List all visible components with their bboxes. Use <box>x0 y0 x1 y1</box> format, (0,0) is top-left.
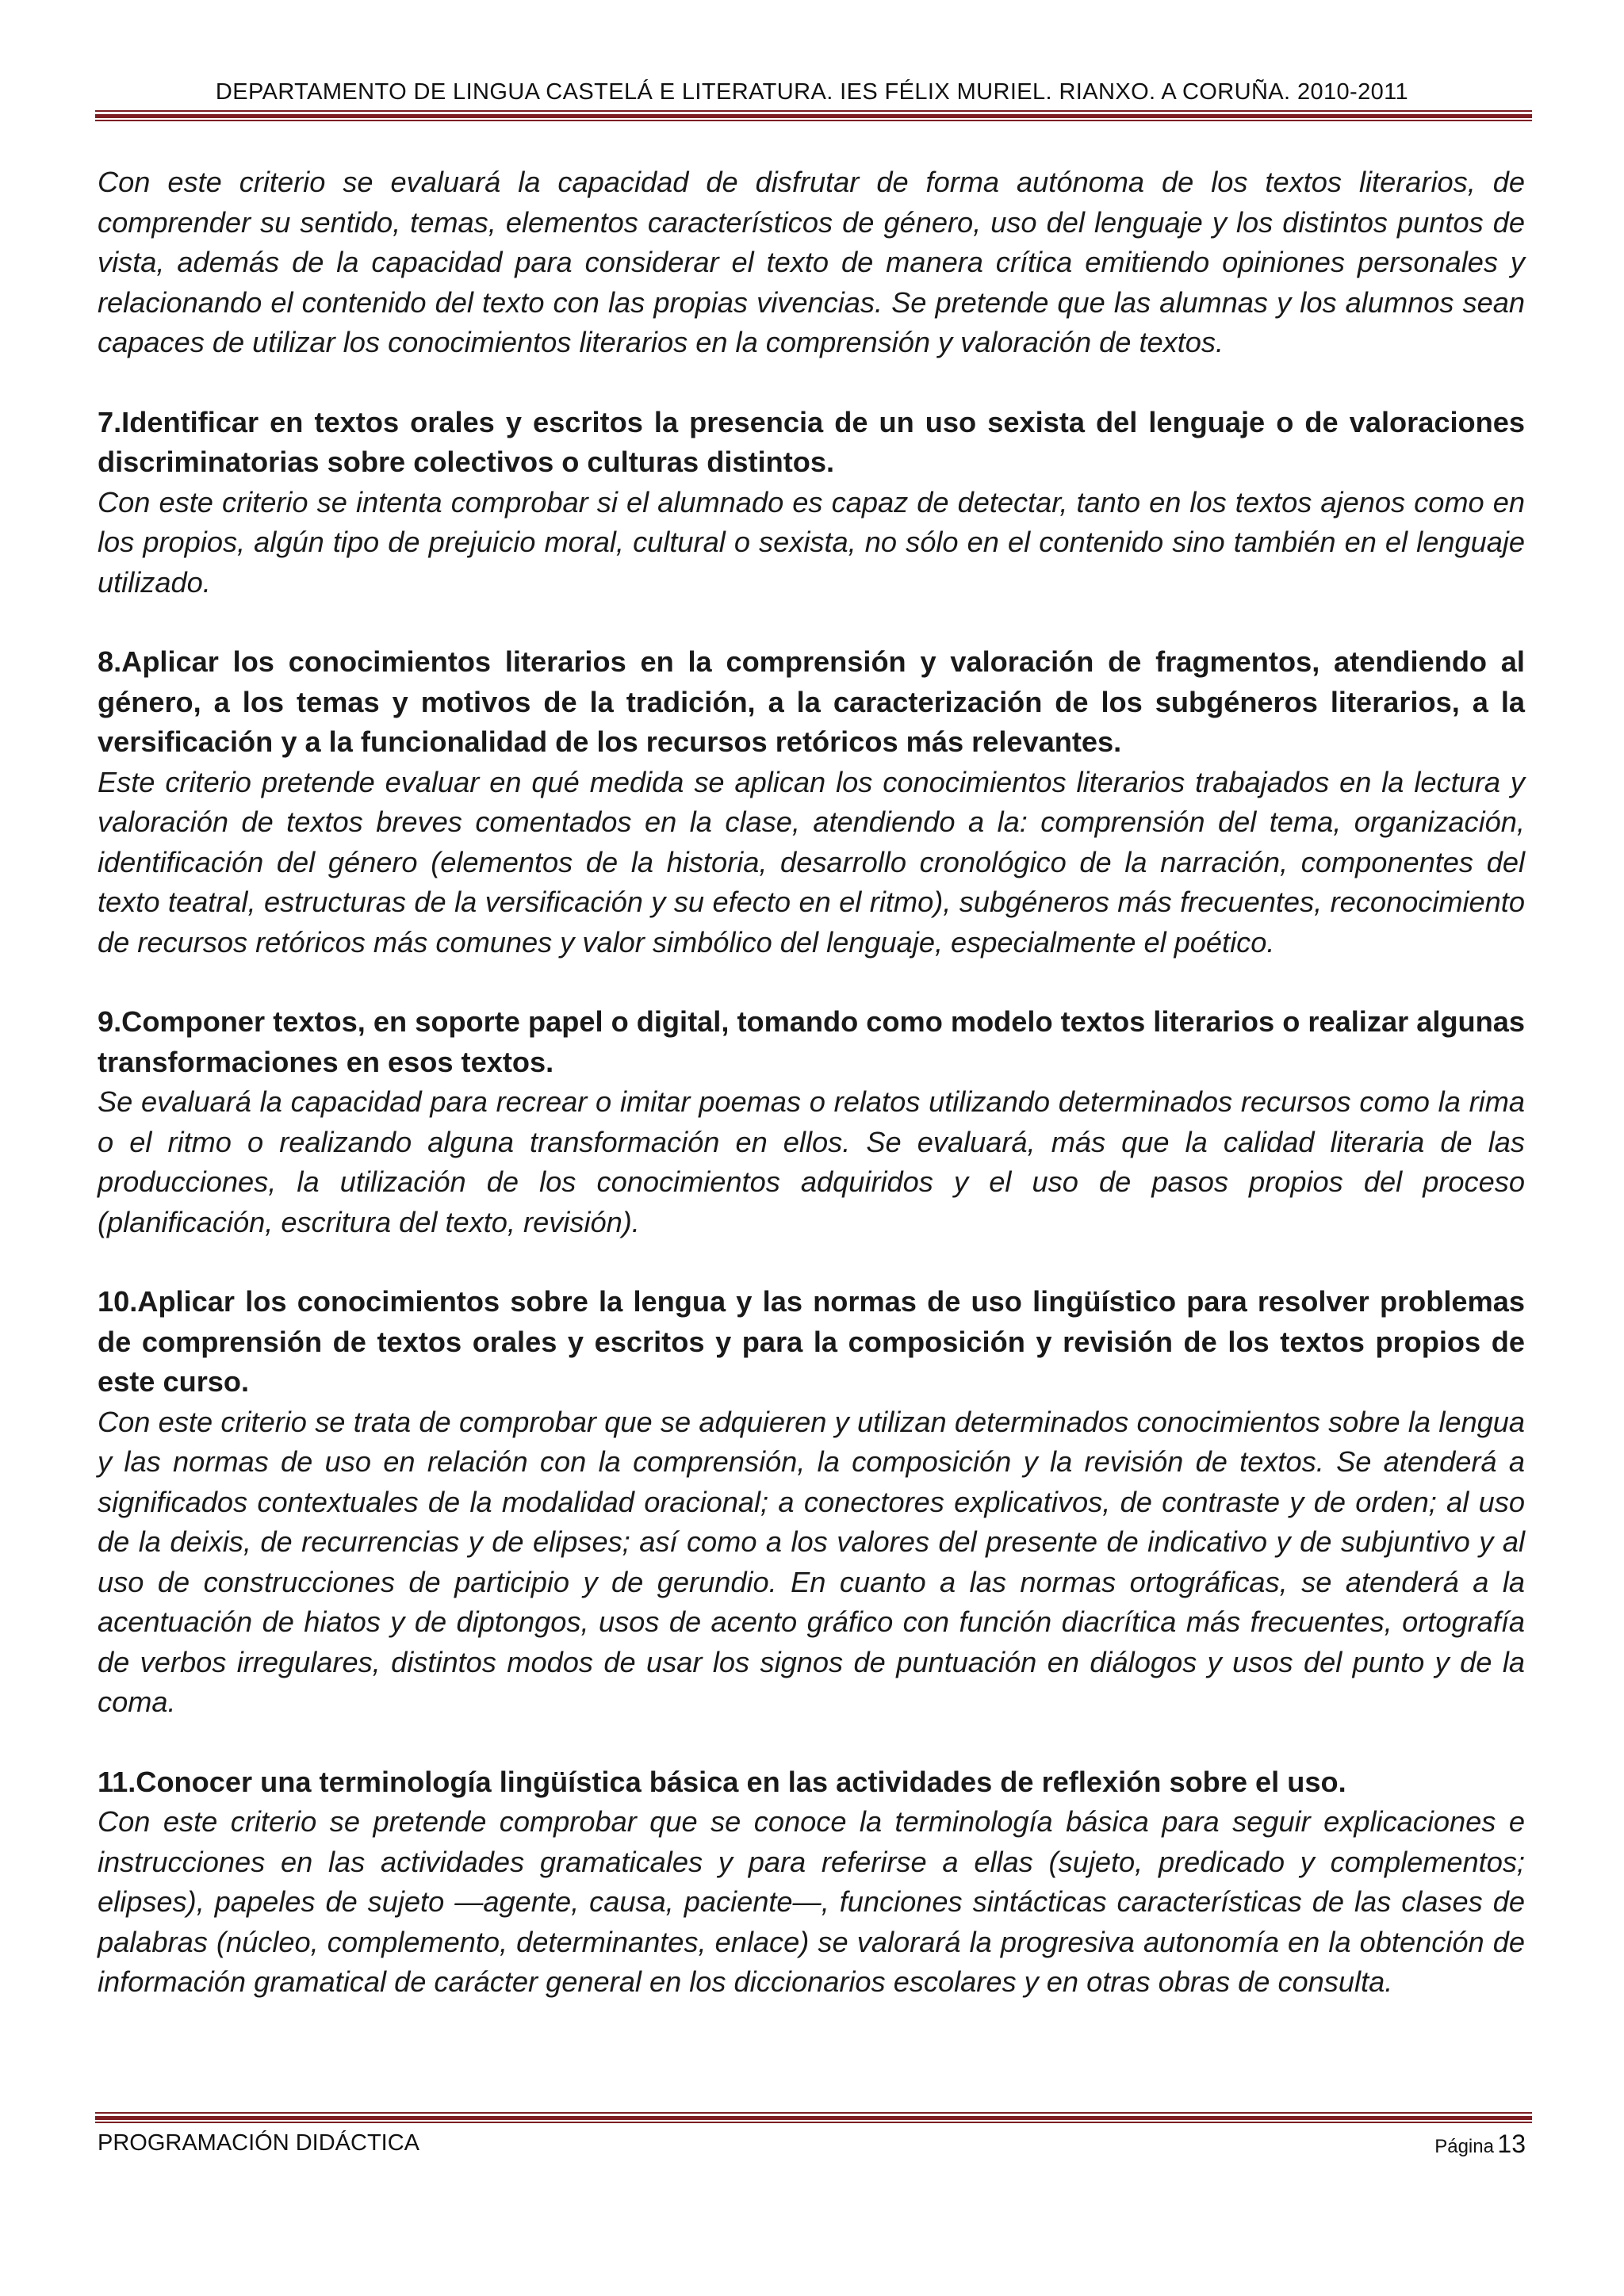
footer-document-title: PROGRAMACIÓN DIDÁCTICA <box>98 2130 420 2156</box>
criterion-description: Se evaluará la capacidad para recrear o imitar poemas o relatos utilizando determinados recursos como la rima o el ritmo o realizando alguna transformación en ellos. Se evaluará, más que la calidad literaria de las producciones, la utilización de los conocimientos adquiridos y el uso de pasos propios del proceso (planificación, escritura del texto, revisión). <box>98 1085 1525 1238</box>
footer-rule-thin <box>95 2112 1532 2114</box>
criterion-heading: 10.Aplicar los conocimientos sobre la lengua y las normas de uso lingüístico para resolver problemas de comprensión de textos orales y escritos y para la composición y revisión de los textos propios de este curso. <box>98 1285 1525 1398</box>
header-rule-thin <box>95 110 1532 112</box>
criterion-7 <box>98 403 1525 603</box>
page-label: Página <box>1434 2136 1494 2157</box>
criterion-11 <box>98 1762 1525 2003</box>
footer-rule-thin-bottom <box>95 2122 1532 2123</box>
criterion-description: Con este criterio se intenta comprobar si el alumnado es capaz de detectar, tanto en los textos ajenos como en los propios, algún tipo de prejuicio moral, cultural o sexista, no sólo en el contenido sino también en el lenguaje utilizado. <box>98 485 1525 599</box>
intro-paragraph: Con este criterio se evaluará la capacidad de disfrutar de forma autónoma de los textos literarios, de comprender su sentido, temas, elementos característicos de género, uso del lenguaje y los distintos puntos de vista, además de la capacidad para considerar el texto de manera crítica emitiendo opiniones personales y relacionando el contenido del texto con las propias vivencias. Se pretende que las alumnas y los alumnos sean capaces de utilizar los conocimientos literarios en la comprensión y valoración de textos. <box>98 166 1525 358</box>
page-number <box>1434 2130 1526 2159</box>
criterion-description: Con este criterio se pretende comprobar que se conoce la terminología básica para seguir explicaciones e instrucciones en las actividades gramaticales y para referirse a ellas (sujeto, predicado y complementos; elipses), papeles de sujeto —agente, causa, paciente—, funciones sintácticas características de las clases de palabras (núcleo, complemento, determinantes, enlace) se valorará la progresiva autonomía en la obtención de información gramatical de carácter general en los diccionarios escolares y en otras obras de consulta. <box>98 1805 1525 1998</box>
footer-rule-thick <box>95 2116 1532 2120</box>
criterion-heading: 11.Conocer una terminología lingüística básica en las actividades de reflexión sobre el uso. <box>98 1765 1346 1798</box>
criterion-description: Este criterio pretende evaluar en qué medida se aplican los conocimientos literarios trabajados en la lectura y valoración de textos breves comentados en la clase, atendiendo a la: comprensión del tema, organización, identificación del género (elementos de la historia, desarrollo cronológico de la narración, componentes del texto teatral, estructuras de la versificación y su efecto en el ritmo), subgéneros más frecuentes, reconocimiento de recursos retóricos más comunes y valor simbólico del lenguaje, especialmente el poético. <box>98 765 1525 959</box>
page-header-title: DEPARTAMENTO DE LINGUA CASTELÁ E LITERATURA. IES FÉLIX MURIEL. RIANXO. A CORUÑA. 2010-2011 <box>215 79 1409 105</box>
header-rule-thick <box>95 114 1532 118</box>
criterion-description: Con este criterio se trata de comprobar que se adquieren y utilizan determinados conocimientos sobre la lengua y las normas de uso en relación con la comprensión, la composición y la revisión de textos. Se atenderá a significados contextuales de la modalidad oracional; a conectores explicativos, de contraste y de orden; al uso de la deixis, de recurrencias y de elipses; así como a los valores del presente de indicativo y de subjuntivo y al uso de construcciones de participio y de gerundio. En cuanto a las normas ortográficas, se atenderá a la acentuación de hiatos y de diptongos, usos de acento gráfico con función diacrítica más frecuentes, ortografía de verbos irregulares, distintos modos de usar los signos de puntuación en diálogos y usos del punto y de la coma. <box>98 1405 1525 1718</box>
header-rule-thin-bottom <box>95 120 1532 121</box>
criterion-heading: 7.Identificar en textos orales y escritos la presencia de un uso sexista del lenguaje o de valoraciones discriminatorias sobre colectivos o culturas distintos. <box>98 405 1525 478</box>
criterion-9 <box>98 1002 1525 1242</box>
criterion-heading: 8.Aplicar los conocimientos literarios en la comprensión y valoración de fragmentos, atendiendo al género, a los temas y motivos de la tradición, a la caracterización de los subgéneros literarios, a la versificación y a la funcionalidad de los recursos retóricos más relevantes. <box>98 645 1525 758</box>
document-body <box>98 163 1525 2003</box>
criterion-8 <box>98 642 1525 962</box>
criterion-heading: 9.Componer textos, en soporte papel o digital, tomando como modelo textos literarios o realizar algunas transformaciones en esos textos. <box>98 1005 1525 1078</box>
page-number-value: 13 <box>1497 2130 1526 2158</box>
criterion-10 <box>98 1282 1525 1723</box>
